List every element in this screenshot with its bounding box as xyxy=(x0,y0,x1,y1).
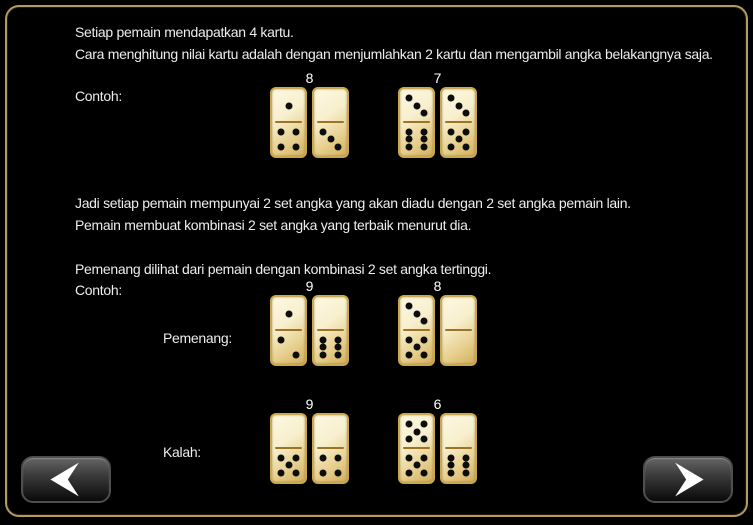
domino-card xyxy=(270,413,307,484)
domino-pip xyxy=(319,344,326,351)
domino-cards xyxy=(270,295,349,366)
domino-pip xyxy=(421,136,428,143)
pair-value-label: 7 xyxy=(433,70,442,86)
domino-pip xyxy=(421,351,428,358)
domino-bottom-half xyxy=(442,123,475,157)
domino-pip xyxy=(421,454,428,461)
domino-pip xyxy=(421,336,428,343)
domino-pip xyxy=(319,336,326,343)
domino-top-half xyxy=(314,297,347,331)
next-button[interactable] xyxy=(643,456,733,503)
domino-pip xyxy=(293,454,300,461)
domino-pip xyxy=(405,136,412,143)
domino-divider xyxy=(317,329,344,331)
domino-pip xyxy=(293,469,300,476)
domino-pip xyxy=(285,310,292,317)
domino-pip xyxy=(405,469,412,476)
domino-top-half xyxy=(272,297,305,331)
pair-value-label: 6 xyxy=(433,396,442,412)
domino-pip xyxy=(463,110,470,117)
domino-divider xyxy=(403,447,430,449)
domino-card xyxy=(440,87,477,158)
domino-pip xyxy=(421,469,428,476)
domino-pip xyxy=(413,462,420,469)
domino-top-half xyxy=(314,415,347,449)
pair-value-label: 8 xyxy=(305,70,314,86)
domino-pip xyxy=(277,454,284,461)
domino-bottom-half xyxy=(400,449,433,483)
domino-pip xyxy=(319,469,326,476)
domino-pip xyxy=(421,110,428,117)
domino-top-half xyxy=(400,415,433,449)
domino-pip xyxy=(335,351,342,358)
domino-cards xyxy=(270,87,349,158)
domino-pip xyxy=(285,102,292,109)
domino-pip xyxy=(293,143,300,150)
domino-pip xyxy=(319,128,326,135)
domino-divider xyxy=(445,329,472,331)
domino-pip xyxy=(277,143,284,150)
domino-pip xyxy=(455,136,462,143)
domino-pair-example-8 xyxy=(270,71,349,158)
domino-top-half xyxy=(314,89,347,123)
domino-bottom-half xyxy=(272,123,305,157)
domino-card xyxy=(312,413,349,484)
domino-pip xyxy=(335,469,342,476)
domino-pair-loser-9 xyxy=(270,397,349,484)
domino-pip xyxy=(335,143,342,150)
pair-value-label: 9 xyxy=(305,278,314,294)
domino-pip xyxy=(463,143,470,150)
domino-pip xyxy=(463,469,470,476)
domino-card xyxy=(440,413,477,484)
domino-pip xyxy=(413,428,420,435)
chevron-right-icon xyxy=(645,458,731,501)
domino-pip xyxy=(335,454,342,461)
domino-pip xyxy=(421,318,428,325)
rules-line-4: Pemain membuat kombinasi 2 set angka yang terbaik menurut dia. xyxy=(75,217,472,233)
domino-pip xyxy=(293,128,300,135)
domino-pip xyxy=(463,462,470,469)
domino-card xyxy=(398,413,435,484)
domino-pip xyxy=(405,421,412,428)
domino-bottom-half xyxy=(314,331,347,365)
domino-pip xyxy=(277,336,284,343)
domino-divider xyxy=(275,329,302,331)
domino-pip xyxy=(447,469,454,476)
domino-bottom-half xyxy=(272,449,305,483)
domino-pip xyxy=(447,454,454,461)
domino-bottom-half xyxy=(272,331,305,365)
domino-pair-winner-8 xyxy=(398,279,477,366)
example-label-2: Contoh: xyxy=(75,282,122,298)
domino-card xyxy=(270,295,307,366)
domino-pip xyxy=(319,351,326,358)
domino-card xyxy=(312,295,349,366)
domino-bottom-half xyxy=(314,449,347,483)
domino-pip xyxy=(421,143,428,150)
domino-pip xyxy=(413,310,420,317)
pair-value-label: 8 xyxy=(433,278,442,294)
prev-button[interactable] xyxy=(21,456,111,503)
domino-card xyxy=(398,295,435,366)
domino-pair-winner-9 xyxy=(270,279,349,366)
domino-pip xyxy=(421,436,428,443)
domino-top-half xyxy=(272,89,305,123)
example-label-1: Contoh: xyxy=(75,88,122,104)
domino-pip xyxy=(421,421,428,428)
domino-top-half xyxy=(272,415,305,449)
domino-pip xyxy=(293,351,300,358)
domino-pip xyxy=(335,336,342,343)
domino-pip xyxy=(277,469,284,476)
domino-pip xyxy=(421,128,428,135)
rules-line-1: Setiap pemain mendapatkan 4 kartu. xyxy=(75,24,294,40)
domino-top-half xyxy=(400,89,433,123)
domino-pip xyxy=(319,454,326,461)
domino-cards xyxy=(398,413,477,484)
domino-divider xyxy=(445,121,472,123)
domino-pip xyxy=(405,128,412,135)
domino-cards xyxy=(270,413,349,484)
domino-bottom-half xyxy=(400,331,433,365)
domino-pip xyxy=(405,143,412,150)
domino-pip xyxy=(277,128,284,135)
domino-pip xyxy=(405,454,412,461)
domino-bottom-half xyxy=(442,449,475,483)
domino-pip xyxy=(327,136,334,143)
pair-value-label: 9 xyxy=(305,396,314,412)
domino-pip xyxy=(413,344,420,351)
domino-top-half xyxy=(442,415,475,449)
domino-card xyxy=(270,87,307,158)
domino-cards xyxy=(398,295,477,366)
domino-pip xyxy=(463,128,470,135)
rules-line-5: Pemenang dilihat dari pemain dengan kombinasi 2 set angka tertinggi. xyxy=(75,261,492,277)
domino-pip xyxy=(405,336,412,343)
domino-pip xyxy=(335,344,342,351)
rules-line-3: Jadi setiap pemain mempunyai 2 set angka yang akan diadu dengan 2 set angka pemain lain. xyxy=(75,195,631,211)
domino-bottom-half xyxy=(400,123,433,157)
domino-divider xyxy=(317,121,344,123)
domino-pip xyxy=(285,462,292,469)
domino-pip xyxy=(405,95,412,102)
rules-line-2: Cara menghitung nilai kartu adalah dengan menjumlahkan 2 kartu dan mengambil angka belakangnya saja. xyxy=(75,46,713,62)
domino-pair-loser-6 xyxy=(398,397,477,484)
domino-bottom-half xyxy=(314,123,347,157)
domino-bottom-half xyxy=(442,331,475,365)
loser-label: Kalah: xyxy=(163,444,201,460)
domino-divider xyxy=(317,447,344,449)
domino-card xyxy=(398,87,435,158)
domino-card xyxy=(440,295,477,366)
domino-pip xyxy=(455,102,462,109)
domino-divider xyxy=(275,447,302,449)
domino-pip xyxy=(463,454,470,461)
domino-pip xyxy=(447,462,454,469)
domino-cards xyxy=(398,87,477,158)
domino-pip xyxy=(447,143,454,150)
domino-pip xyxy=(405,436,412,443)
domino-divider xyxy=(403,121,430,123)
domino-divider xyxy=(445,447,472,449)
domino-divider xyxy=(275,121,302,123)
domino-top-half xyxy=(442,297,475,331)
domino-pip xyxy=(447,128,454,135)
domino-top-half xyxy=(400,297,433,331)
domino-pip xyxy=(405,303,412,310)
domino-pip xyxy=(413,102,420,109)
domino-top-half xyxy=(442,89,475,123)
winner-label: Pemenang: xyxy=(163,330,232,346)
domino-pair-example-7 xyxy=(398,71,477,158)
domino-pip xyxy=(447,95,454,102)
domino-divider xyxy=(403,329,430,331)
domino-pip xyxy=(405,351,412,358)
chevron-left-icon xyxy=(23,458,109,501)
domino-card xyxy=(312,87,349,158)
